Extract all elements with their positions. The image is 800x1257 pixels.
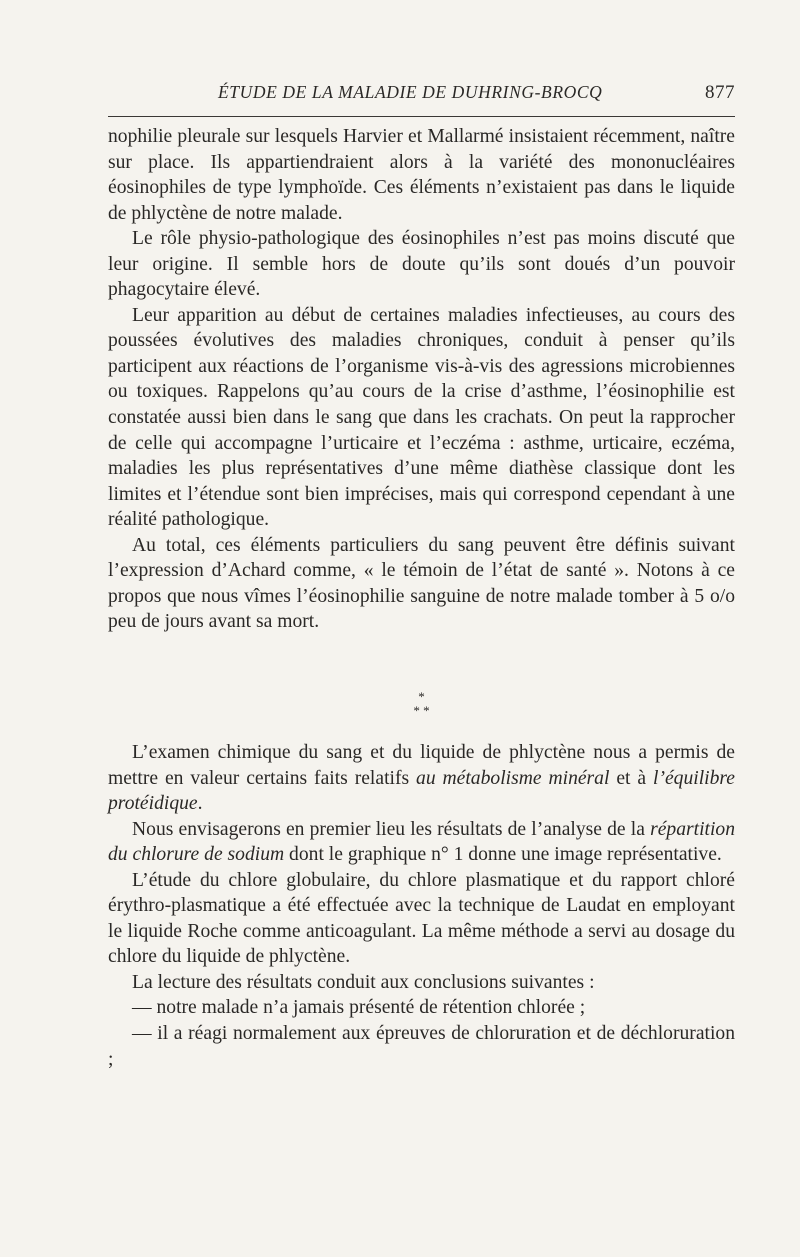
paragraph-4: Au total, ces éléments particuliers du sang peuvent être définis suivant l’expression d’Achard comme, « le témoin de l’état de santé ». Notons à ce propos que nous vîmes l’éosinophilie sanguine de notre malade tomber à 5 o/o peu de jours avant sa mort. (108, 534, 735, 633)
paragraph-5 (108, 740, 735, 817)
paragraph-10: — il a réagi normalement aux épreuves de chloruration et de déchloruration ; (108, 1023, 735, 1070)
paragraph-2: Le rôle physio-pathologique des éosinophiles n’est pas moins discuté que leur origine. Il semble hors de doute qu’ils sont doués d’un pouvoir phagocytaire élevé. (108, 228, 735, 301)
paragraph-5-emphasis-2: l’équilibre protéidique (108, 767, 735, 815)
paragraph-5-emphasis-1: au métabolisme minéral (416, 767, 610, 789)
paragraph-7: L’étude du chlore globulaire, du chlore plasmatique et du rapport chloré érythro-plasmatique a été effectuée avec la technique de Laudat en employant le liquide Roche comme anticoagulant. La même méthode a servi au dosage du chlore du liquide de phlyctène. (108, 869, 735, 968)
paragraph-5-text-b: et à (609, 767, 654, 789)
body-section-1 (108, 124, 735, 635)
header-rule (108, 116, 735, 117)
paragraph-3: Leur apparition au début de certaines maladies infectieuses, au cours des poussées évolutives des maladies chroniques, conduit à penser qu’ils participent aux réactions de l’organisme vis-à-vis des agressions microbiennes ou toxiques. Rappelons qu’au cours de la crise d’asthme, l’éosinophilie est constatée aussi bien dans le sang que dans les crachats. On peut la rapprocher de celle qui accompagne l’urticaire et l’eczéma : asthme, urticaire, eczéma, maladies les plus représentatives d’une même diathèse classique dont les limites et l’étendue sont bien imprécises, mais qui correspond cependant à une réalité pathologique. (108, 304, 735, 531)
asterism-top: * (418, 689, 425, 704)
paragraph-5-text-c: . (197, 793, 203, 815)
paragraph-6 (108, 817, 735, 868)
body-section-2 (108, 740, 735, 1072)
page-number: 877 (705, 82, 735, 103)
asterism-bottom: * * (413, 703, 430, 718)
paragraph-8: La lecture des résultats conduit aux conclusions suivantes : (132, 971, 595, 993)
running-head (108, 82, 735, 110)
paragraph-1: nophilie pleurale sur lesquels Harvier et Mallarmé insistaient récemment, naître sur place. Ils appartiendraient alors à la variété des mononucléaires éosinophiles de type lymphoïde. Ces éléments n’existaient pas dans le liquide de phlyctène de notre malade. (108, 126, 735, 224)
paragraph-9: — notre malade n’a jamais présenté de rétention chlorée ; (132, 997, 586, 1019)
paragraph-6-text-a: Nous envisagerons en premier lieu les résultats de l’analyse de la (132, 818, 651, 840)
paragraph-5-text-a: L’examen chimique du sang et du liquide de phlyctène nous a permis de mettre en valeur certains faits relatifs (108, 742, 735, 789)
section-separator-asterism (108, 690, 735, 718)
paragraph-6-emphasis: répartition du chlorure de sodium (108, 818, 735, 866)
paragraph-6-text-b: dont le graphique n° 1 donne une image représentative. (284, 844, 722, 866)
running-title: ÉTUDE DE LA MALADIE DE DUHRING-BROCQ (218, 82, 603, 102)
